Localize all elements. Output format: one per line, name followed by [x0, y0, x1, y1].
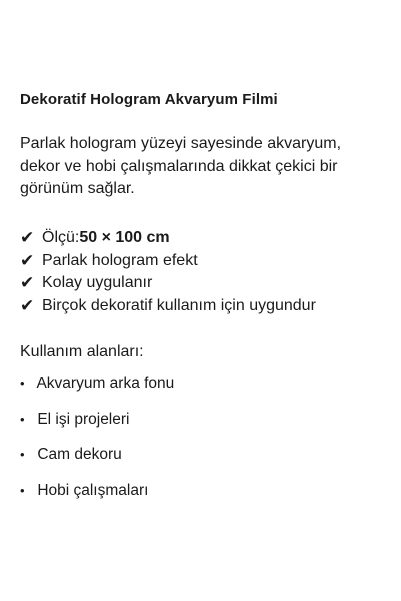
- feature-item-hologram-effect: [20, 250, 390, 273]
- feature-label: Birçok dekoratif kullanım için uygundur: [42, 296, 316, 314]
- list-item: [20, 480, 174, 516]
- usage-item-label: El işi projeleri: [37, 410, 130, 428]
- feature-item-size: [20, 227, 390, 250]
- bullet-icon: •: [20, 376, 25, 391]
- bullet-icon: •: [20, 482, 25, 498]
- list-item: [20, 409, 174, 445]
- list-item: [20, 373, 174, 409]
- description-line: görünüm sağlar.: [20, 180, 135, 197]
- check-mark-icon: ✔: [20, 273, 35, 292]
- description-line: Parlak hologram yüzeyi sayesinde akvaryum,: [20, 135, 342, 152]
- feature-list: [20, 227, 390, 317]
- product-description: [20, 133, 390, 201]
- usage-item-label: Cam dekoru: [37, 446, 122, 463]
- check-mark-icon: ✔: [20, 295, 35, 315]
- feature-label: Kolay uygulanır: [42, 274, 153, 291]
- feature-label: Parlak hologram efekt: [42, 251, 198, 269]
- page-title: Dekoratif Hologram Akvaryum Filmi: [20, 91, 278, 108]
- usage-item-label: Akvaryum arka fonu: [36, 375, 175, 392]
- usage-areas-heading: Kullanım alanları:: [20, 343, 144, 360]
- bullet-icon: •: [20, 447, 25, 462]
- check-mark-icon: ✔: [20, 250, 35, 270]
- list-item: [20, 444, 174, 480]
- usage-item-label: Hobi çalışmaları: [37, 481, 149, 499]
- usage-areas-list: [20, 373, 174, 515]
- feature-size-value: 50 × 100 cm: [79, 229, 170, 246]
- bullet-icon: •: [20, 411, 25, 427]
- description-line: dekor ve hobi çalışmalarında dikkat çekici bir: [20, 157, 338, 175]
- feature-item-easy-apply: [20, 272, 390, 295]
- feature-item-decorative-use: [20, 295, 390, 318]
- feature-size-label: Ölçü:: [42, 229, 80, 246]
- check-mark-icon: ✔: [20, 228, 35, 247]
